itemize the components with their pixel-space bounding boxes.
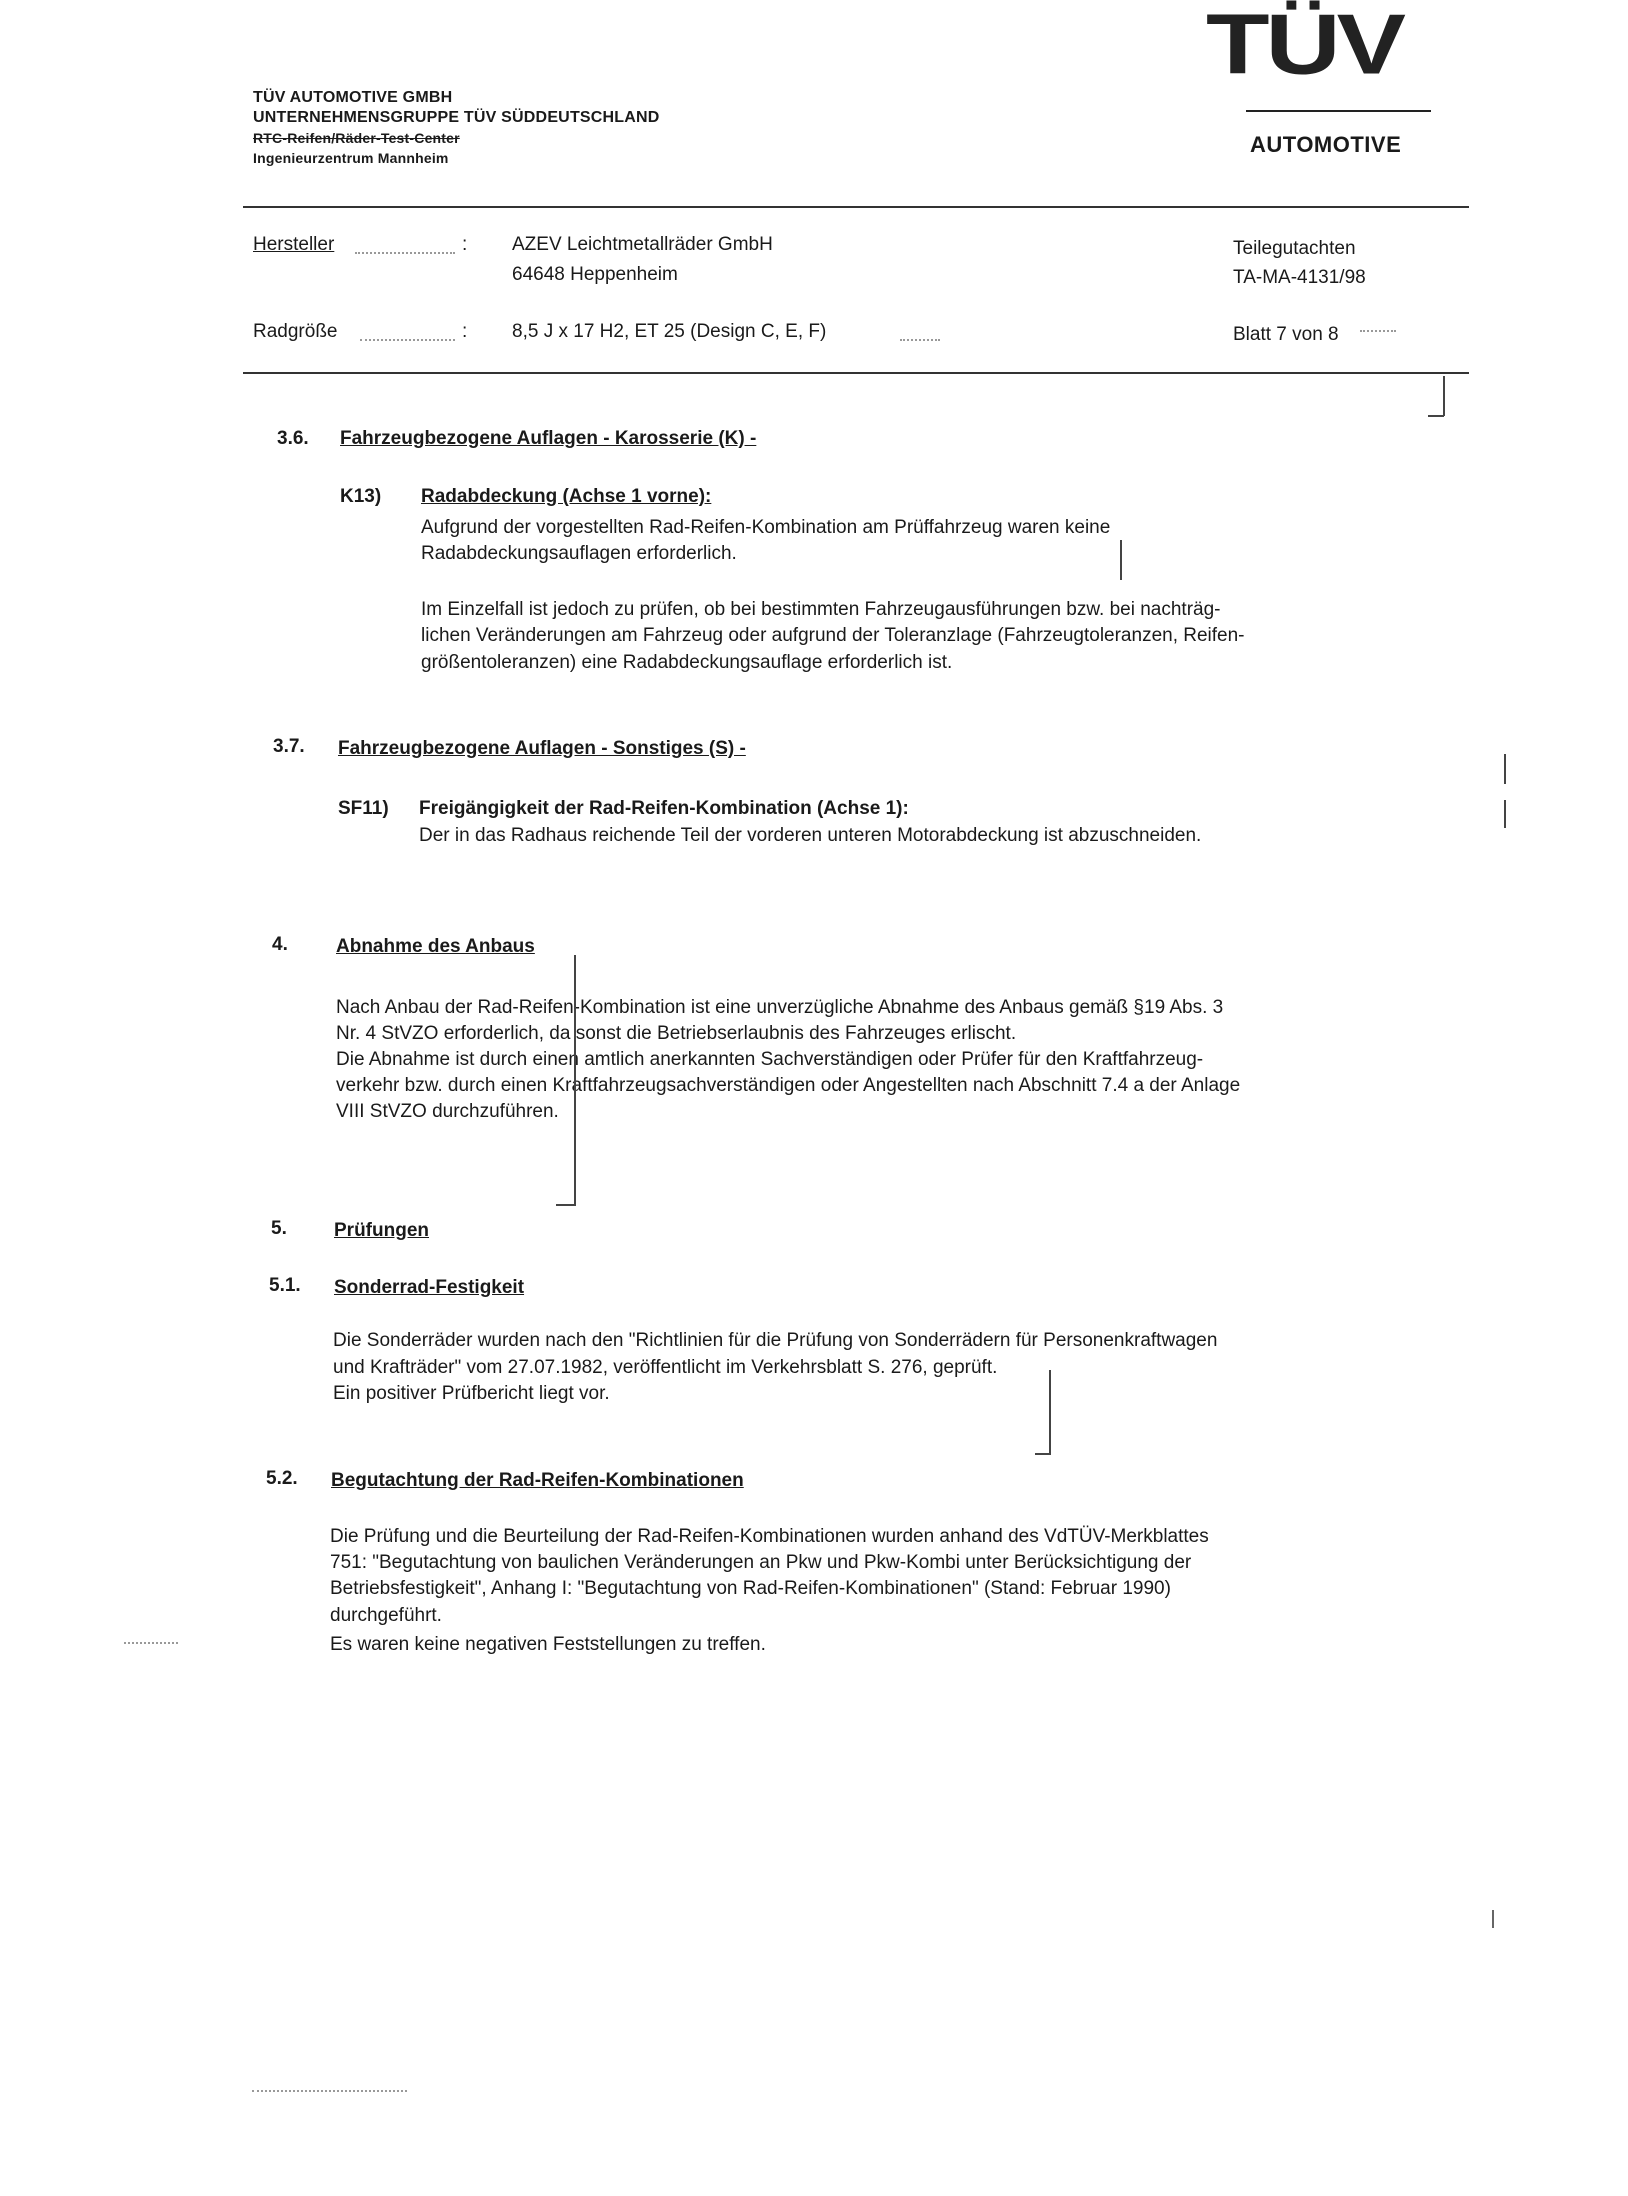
scan-artifact (1492, 1910, 1494, 1928)
org-company: TÜV AUTOMOTIVE GMBH (253, 89, 453, 106)
radgroesse-label: Radgröße (253, 321, 338, 342)
section-number: 5.1. (269, 1275, 301, 1296)
tuv-logo-text: TÜV (1206, 0, 1402, 93)
margin-mark (1504, 800, 1506, 828)
paragraph-line: Die Sonderräder wurden nach den "Richtlinien für die Prüfung von Sonderrädern für Personenkraftwagen (333, 1330, 1218, 1351)
paragraph-line: durchgeführt. (330, 1605, 442, 1626)
paragraph-line: Radabdeckungsauflagen erforderlich. (421, 543, 737, 564)
org-group: UNTERNEHMENSGRUPPE TÜV SÜDDEUTSCHLAND (253, 109, 660, 126)
section-title: Fahrzeugbezogene Auflagen - Karosserie (K) - (340, 428, 757, 449)
page-indicator-leader (1360, 330, 1396, 332)
section-title: Abnahme des Anbaus (336, 936, 535, 957)
hersteller-leader (355, 252, 455, 254)
paragraph-line: Aufgrund der vorgestellten Rad-Reifen-Kombination am Prüffahrzeug waren keine (421, 517, 1111, 538)
section-number: 3.6. (277, 428, 309, 449)
margin-mark (1049, 1370, 1051, 1454)
document-number: TA-MA-4131/98 (1233, 267, 1366, 288)
radgroesse-separator: : (462, 321, 468, 342)
radgroesse-value: 8,5 J x 17 H2, ET 25 (Design C, E, F) (512, 321, 827, 342)
margin-mark (1443, 376, 1445, 416)
org-location: Ingenieurzentrum Mannheim (253, 150, 449, 166)
margin-mark (574, 955, 576, 1205)
margin-mark (1428, 415, 1444, 417)
paragraph-line: Im Einzelfall ist jedoch zu prüfen, ob bei bestimmten Fahrzeugausführungen bzw. bei nachträg- (421, 599, 1221, 620)
condition-code: SF11) (338, 798, 389, 819)
section-number: 4. (272, 934, 288, 955)
section-title: Prüfungen (334, 1220, 429, 1241)
margin-mark (1504, 754, 1506, 784)
scan-artifact (124, 1642, 178, 1644)
paragraph-line: Nr. 4 StVZO erforderlich, da sonst die Betriebserlaubnis des Fahrzeuges erlischt. (336, 1023, 1017, 1044)
tuv-logo (1206, 0, 1446, 158)
margin-mark (1120, 540, 1122, 580)
paragraph-line: Nach Anbau der Rad-Reifen-Kombination ist eine unverzügliche Abnahme des Anbaus gemäß §19 Abs. 3 (336, 997, 1224, 1018)
paragraph-line: lichen Veränderungen am Fahrzeug oder aufgrund der Toleranzlage (Fahrzeugtoleranzen, Reifen- (421, 625, 1245, 646)
organisation-block (253, 88, 773, 168)
scan-artifact (252, 2090, 407, 2092)
page-indicator: Blatt 7 von 8 (1233, 324, 1339, 345)
condition-title: Freigängigkeit der Rad-Reifen-Kombination (Achse 1): (419, 798, 909, 819)
header-rule-bottom (243, 372, 1469, 374)
section-number: 5.2. (266, 1468, 298, 1489)
hersteller-name: AZEV Leichtmetallräder GmbH (512, 234, 773, 255)
document-type: Teilegutachten (1233, 238, 1356, 259)
paragraph-line: und Krafträder" vom 27.07.1982, veröffentlicht im Verkehrsblatt S. 276, geprüft. (333, 1357, 998, 1378)
header-rule-top (243, 206, 1469, 208)
radgroesse-value-leader (900, 339, 940, 341)
paragraph-line: 751: "Begutachtung von baulichen Veränderungen an Pkw und Pkw-Kombi unter Berücksichtigung der (330, 1552, 1192, 1573)
paragraph-line: Der in das Radhaus reichende Teil der vorderen unteren Motorabdeckung ist abzuschneiden. (419, 825, 1202, 846)
paragraph-line: Betriebsfestigkeit", Anhang I: "Begutachtung von Rad-Reifen-Kombinationen" (Stand: Februar 1990) (330, 1578, 1171, 1599)
hersteller-separator: : (462, 234, 468, 255)
condition-code: K13) (340, 486, 382, 507)
paragraph-line: verkehr bzw. durch einen Kraftfahrzeugsachverständigen oder Angestellten nach Abschnitt 7.4 a der Anlage (336, 1075, 1241, 1096)
radgroesse-leader (360, 339, 455, 341)
margin-mark (556, 1204, 576, 1206)
section-title: Begutachtung der Rad-Reifen-Kombinationen (331, 1470, 744, 1491)
paragraph-line: Es waren keine negativen Feststellungen zu treffen. (330, 1634, 766, 1655)
section-title: Fahrzeugbezogene Auflagen - Sonstiges (S) - (338, 738, 746, 759)
section-title: Sonderrad-Festigkeit (334, 1277, 525, 1298)
tuv-logo-subtitle: AUTOMOTIVE (1250, 132, 1402, 157)
paragraph-line: Die Prüfung und die Beurteilung der Rad-Reifen-Kombinationen wurden anhand des VdTÜV-Merkblattes (330, 1526, 1209, 1547)
paragraph-line: Die Abnahme ist durch einen amtlich anerkannten Sachverständigen oder Prüfer für den Kraftfahrzeug- (336, 1049, 1204, 1070)
org-center: RTC-Reifen/Räder-Test-Center (253, 130, 460, 146)
condition-title: Radabdeckung (Achse 1 vorne): (421, 486, 712, 507)
section-number: 3.7. (273, 736, 305, 757)
section-number: 5. (271, 1218, 287, 1239)
paragraph-line: größentoleranzen) eine Radabdeckungsauflage erforderlich ist. (421, 652, 953, 673)
logo-underline (1246, 110, 1431, 112)
hersteller-city: 64648 Heppenheim (512, 264, 678, 285)
margin-mark (1035, 1453, 1051, 1455)
paragraph-line: VIII StVZO durchzuführen. (336, 1101, 559, 1122)
hersteller-label: Hersteller (253, 234, 335, 255)
paragraph-line: Ein positiver Prüfbericht liegt vor. (333, 1383, 610, 1404)
